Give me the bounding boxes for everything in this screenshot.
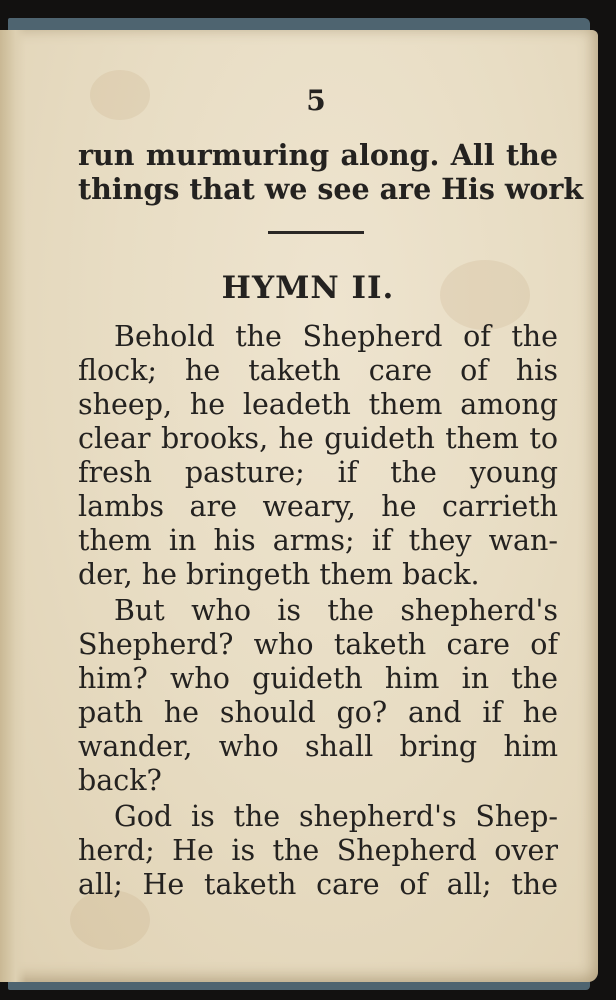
text-line: run murmuring along. All the xyxy=(78,138,558,172)
page-gutter xyxy=(0,30,26,982)
book-page xyxy=(0,30,598,982)
text-line: wander, who shall bring him xyxy=(78,730,558,763)
text-line: him? who guideth him in the xyxy=(78,662,558,695)
text-line: all; He taketh care of all; the xyxy=(78,868,558,901)
text-line: der, he bringeth them back. xyxy=(78,558,480,591)
text-line: path he should go? and if he xyxy=(78,696,558,729)
text-line: Shepherd? who taketh care of xyxy=(78,628,558,661)
page-number: 5 xyxy=(306,84,326,117)
text-line: herd; He is the Shepherd over xyxy=(78,834,558,867)
text-line: things that we see are His work xyxy=(78,172,584,206)
text-line: But who is the shepherd's xyxy=(114,594,558,627)
section-divider xyxy=(268,231,364,234)
text-line: Behold the Shepherd of the xyxy=(114,320,558,353)
hymn-heading: HYMN II. xyxy=(221,270,395,306)
text-line: them in his arms; if they wan- xyxy=(78,524,558,557)
text-line: lambs are weary, he carrieth xyxy=(78,490,558,523)
text-line: fresh pasture; if the young xyxy=(78,456,558,489)
text-line: clear brooks, he guideth them to xyxy=(78,422,558,455)
text-line: God is the shepherd's Shep- xyxy=(114,800,558,833)
text-line: flock; he taketh care of his xyxy=(78,354,558,387)
text-line: sheep, he leadeth them among xyxy=(78,388,558,421)
text-line: back? xyxy=(78,764,162,797)
